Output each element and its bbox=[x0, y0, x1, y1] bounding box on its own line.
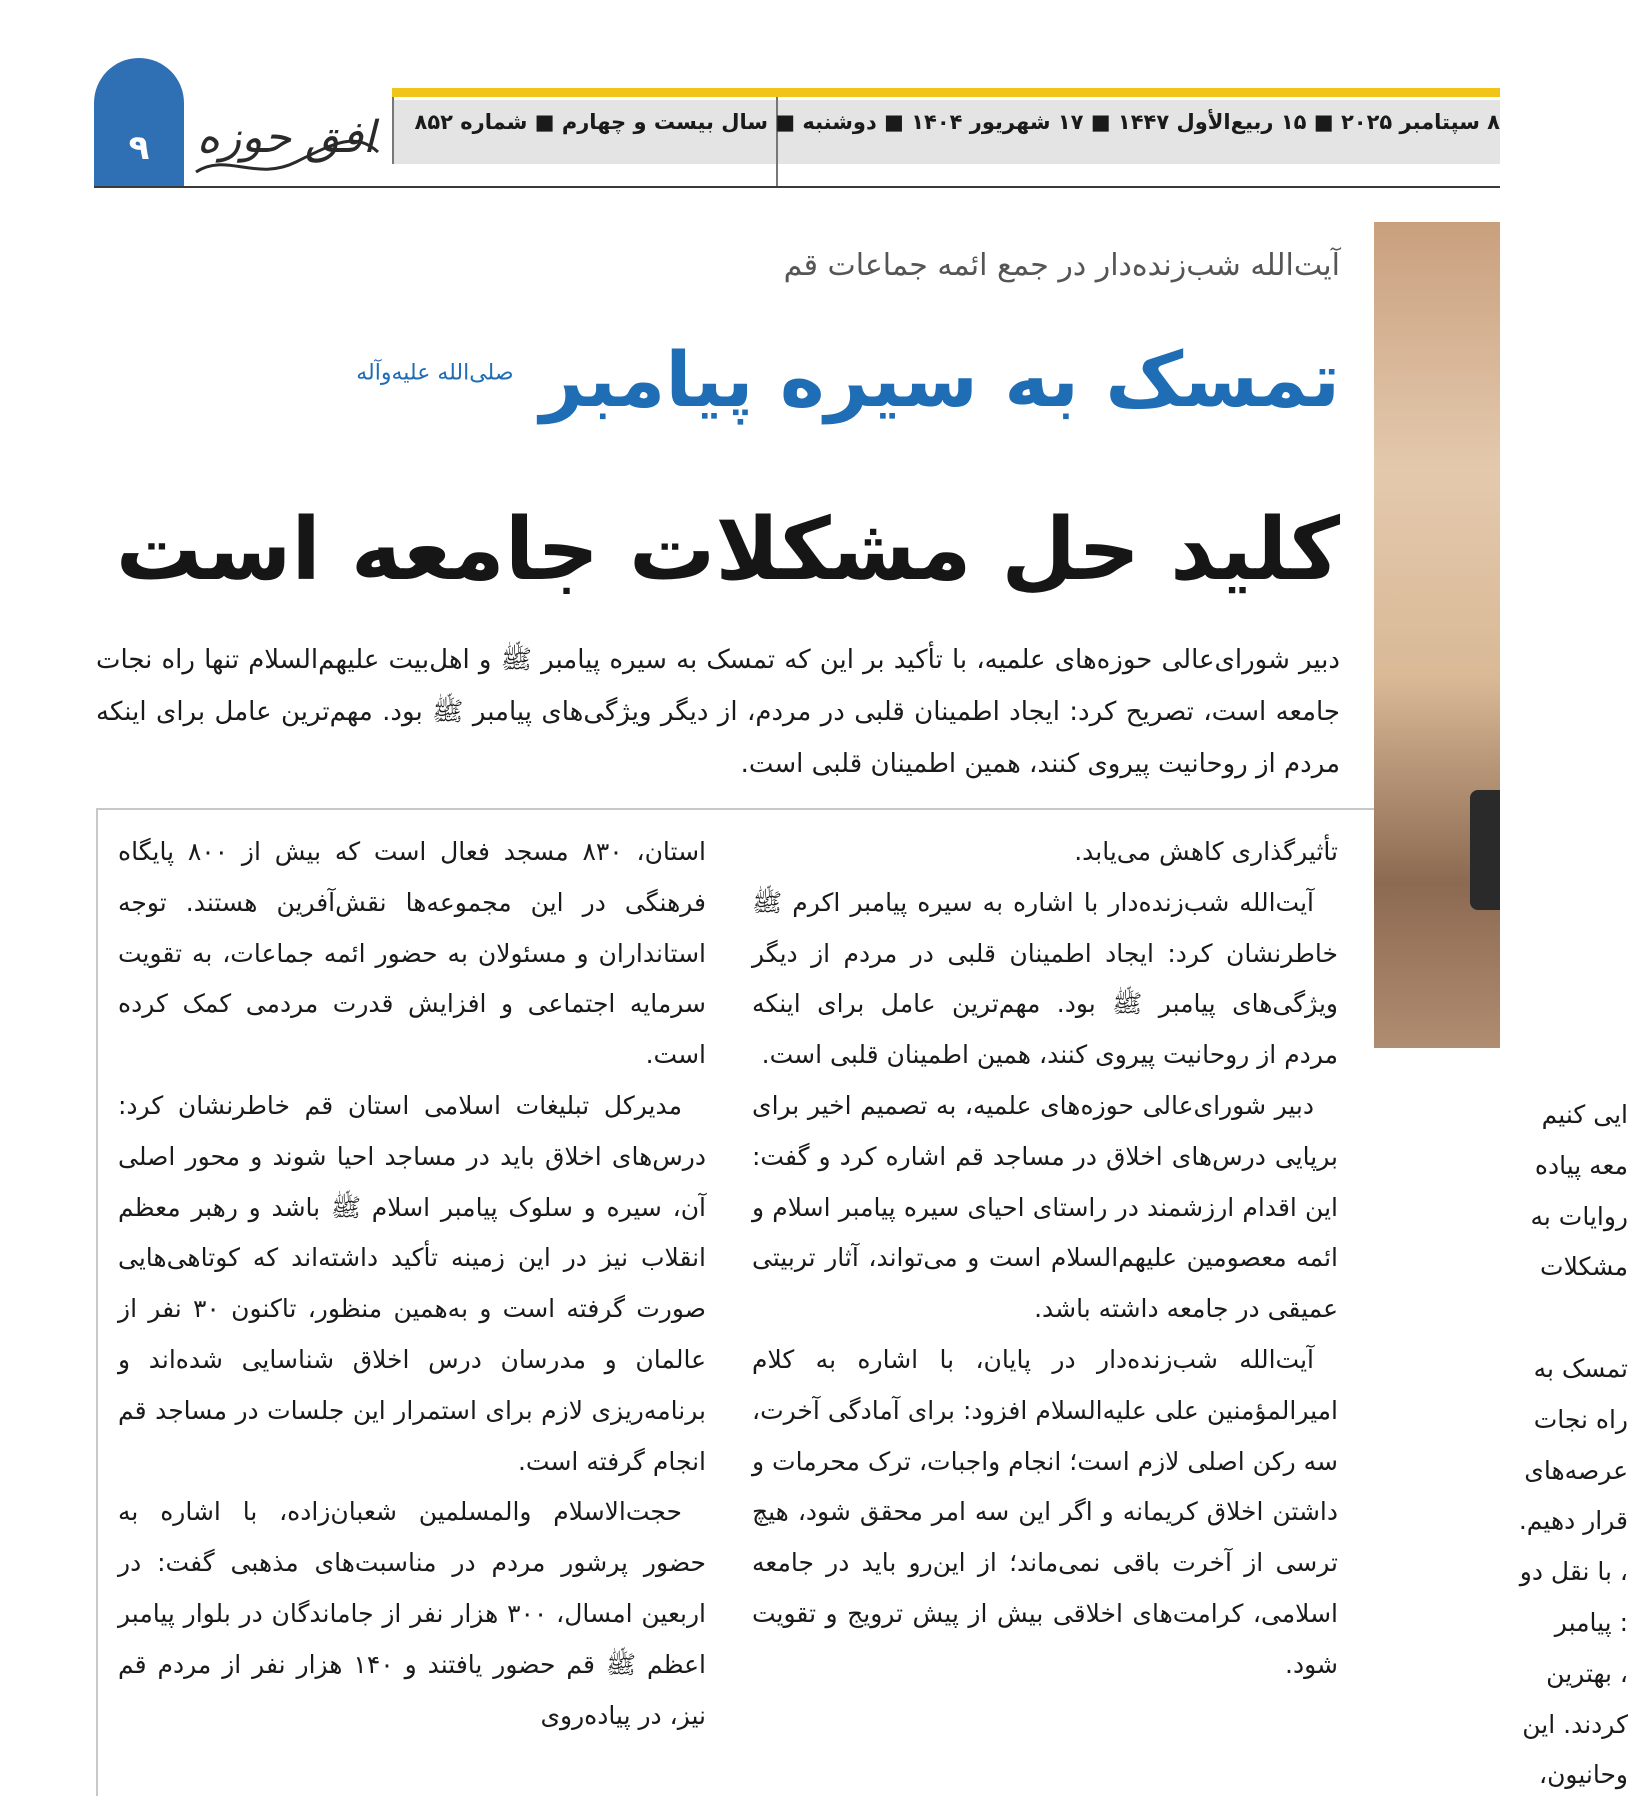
column-line: وحانیون، bbox=[1539, 1760, 1628, 1790]
paragraph: آیت‌الله شب‌زنده‌دار در پایان، با اشاره به کلام امیرالمؤمنین علی علیه‌السلام افزود: برای آمادگی آخرت، سه رکن اصلی لازم است؛ انجام واجبات، ترک محرمات و داشتن اخلاق کریمانه و اگر این سه امر محقق شود، هیچ ترسی از آخرت باقی نمی‌ماند؛ از این‌رو باید در جامعه اسلامی، کرامت‌های اخلاقی بیش از پیش ترویج و تقویت شود. bbox=[752, 1344, 1338, 1679]
column-line: : پیامبر bbox=[1554, 1607, 1628, 1637]
article-photo bbox=[1374, 222, 1500, 1048]
title-main-text: تمسک به سیره پیامبر bbox=[539, 335, 1340, 424]
paragraph: آیت‌الله شب‌زنده‌دار با اشاره به سیره پیامبر اکرم ﷺ خاطرنشان کرد: ایجاد اطمینان قلبی در مردم از دیگر ویژگی‌های پیامبر ﷺ بود. مهم‌ترین عامل برای اینکه مردم از روحانیت پیروی کنند، همین اطمینان قلبی است. bbox=[752, 887, 1338, 1070]
column-line: کردند. این bbox=[1522, 1709, 1628, 1739]
column-line: راه نجات bbox=[1533, 1404, 1628, 1434]
paragraph: حجت‌الاسلام والمسلمین شعبان‌زاده، با اشاره به حضور پرشور مردم در مناسبت‌های مذهبی گفت: در اربعین امسال، ۳۰۰ هزار نفر از جاماندگان در بلوار پیامبر اعظم ﷺ قم حضور یافتند و ۱۴۰ هزار نفر از مردم قم نیز، در پیاده‌روی bbox=[118, 1497, 706, 1730]
article-kicker: آیت‌الله شب‌زنده‌دار در جمع ائمه جماعات قم bbox=[783, 248, 1340, 283]
header-rule bbox=[94, 186, 1500, 188]
lead-rule bbox=[96, 808, 1374, 810]
column-line bbox=[1388, 1293, 1628, 1344]
body-column-a bbox=[752, 827, 1338, 1691]
body-column-b bbox=[118, 827, 706, 1741]
issue-info: سال بیست و چهارم ■ شماره ۸۵۲ bbox=[414, 110, 768, 134]
header-divider bbox=[392, 97, 394, 164]
paragraph: استان، ۸۳۰ مسجد فعال است که بیش از ۸۰۰ پایگاه فرهنگی در این مجموعه‌ها نقش‌آفرین هستند. توجه استانداران و مسئولان به حضور ائمه جماعات، به تقویت سرمایه اجتماعی و افزایش قدرت مردمی کمک کرده است. bbox=[118, 837, 706, 1070]
paragraph: دبیر شورای‌عالی حوزه‌های علمیه، به تصمیم اخیر برای برپایی درس‌های اخلاق در مساجد قم اشاره کرد و گفت: این اقدام ارزشمند در راستای احیای سیره پیامبر اسلام و ائمه معصومین علیهم‌السلام است و می‌تواند، آثار تربیتی عمیقی در جامعه داشته باشد. bbox=[752, 1090, 1338, 1324]
date-line: ۸ سپتامبر ۲۰۲۵ ■ ۱۵ ربیع‌الأول ۱۴۴۷ ■ ۱۷ شهریور ۱۴۰۴ ■ دوشنبه ■ bbox=[775, 110, 1500, 134]
article-lead: دبیر شورای‌عالی حوزه‌های علمیه، با تأکید بر این که تمسک به سیره پیامبر ﷺ و اهل‌بیت علیهم‌السلام تنها راه نجات جامعه است، تصریح کرد: ایجاد اطمینان قلبی در مردم، از دیگر ویژگی‌های پیامبر ﷺ بود. مهم‌ترین عامل برای اینکه مردم از روحانیت پیروی کنند، همین اطمینان قلبی است. bbox=[96, 645, 1340, 779]
photo-detail bbox=[1470, 790, 1500, 910]
column-line: عرصه‌های bbox=[1524, 1455, 1628, 1485]
paragraph: مدیرکل تبلیغات اسلامی استان قم خاطرنشان کرد: درس‌های اخلاق باید در مساجد احیا شوند و محور اصلی آن، سیره و سلوک پیامبر اسلام ﷺ باشد و رهبر معظم انقلاب نیز در این زمینه تأکید داشته‌اند که کوتاهی‌هایی صورت گرفته است و به‌همین منظور، تاکنون ۳۰ نفر از عالمان و مدرسان درس اخلاق شناسایی شده‌اند و برنامه‌ریزی لازم برای استمرار این جلسات در مساجد قم انجام گرفته است. bbox=[118, 1090, 707, 1476]
article-title-line1 bbox=[356, 335, 1340, 424]
column-line: ایی کنیم bbox=[1541, 1100, 1628, 1129]
publication-logo-text: افق حوزه bbox=[196, 112, 376, 163]
column-line: قرار دهیم. bbox=[1518, 1506, 1628, 1536]
column-line: ، با نقل دو bbox=[1519, 1557, 1628, 1587]
column-line: معه پیاده bbox=[1534, 1150, 1628, 1180]
column-rule bbox=[96, 808, 98, 1796]
title-honorific: صلی‌الله علیه‌وآله bbox=[356, 360, 514, 386]
column-line: روایات به bbox=[1530, 1201, 1628, 1231]
column-line: ، بهترین bbox=[1546, 1658, 1628, 1688]
body-column-c-cropped bbox=[1388, 1090, 1628, 1801]
article-title-line2: کلید حل مشکلات جامعه است bbox=[115, 500, 1340, 600]
header-accent-bar bbox=[392, 88, 1500, 97]
column-line: تمسک به bbox=[1533, 1353, 1628, 1383]
column-line: مشکلات bbox=[1540, 1252, 1628, 1282]
paragraph: تأثیرگذاری کاهش می‌یابد. bbox=[1074, 837, 1338, 866]
page-number: ۹ bbox=[128, 128, 150, 168]
page-number-badge bbox=[94, 58, 184, 188]
